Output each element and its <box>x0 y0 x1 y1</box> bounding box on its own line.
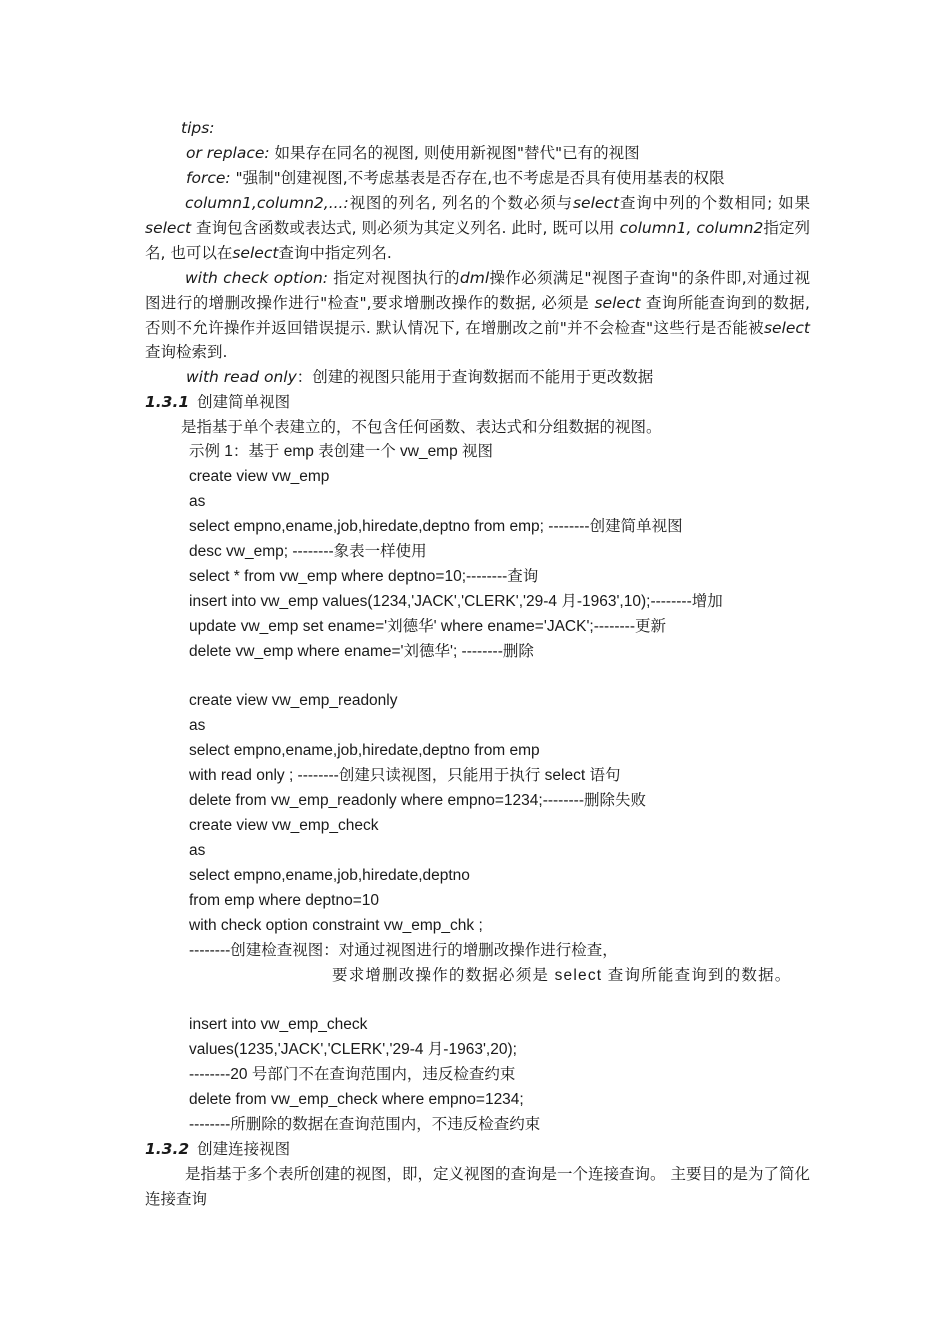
section-number: 1.3.2 <box>145 1140 190 1158</box>
code-line: with check option constraint vw_emp_chk ; <box>189 917 483 934</box>
columns-italic-2: select <box>145 218 192 237</box>
columns-italic-1: select <box>572 194 620 212</box>
with-read-text: ：创建的视图只能用于查询数据而不能用于更改数据 <box>296 368 654 386</box>
with-check-text-3: 查询所能查询到的数据, 否则不允许操作并返回错误提示. 默认情况下, 在增删改之前"并不会检查"这些行是否能被 <box>145 293 810 337</box>
columns-paragraph <box>145 191 810 265</box>
section-heading-132 <box>145 1137 290 1161</box>
code-line: create view vw_emp_check <box>189 817 379 834</box>
columns-text-4: 指定列名, 也可以在 <box>145 218 810 262</box>
code-line: from emp where deptno=10 <box>189 892 379 909</box>
with-check-term: with check option: <box>185 269 329 287</box>
with-check-italic-3: select <box>763 318 810 337</box>
columns-text-2: 查询中列的个数相同; 如果 <box>619 194 811 212</box>
with-check-text-4: 查询检索到. <box>145 343 228 362</box>
section-number: 1.3.1 <box>145 393 190 411</box>
code-line: insert into vw_emp_check <box>189 1016 368 1033</box>
force-line <box>186 166 725 190</box>
code-line: select * from vw_emp where deptno=10;--------查询 <box>189 568 539 585</box>
code-line: create view vw_emp <box>189 468 330 485</box>
code-line: insert into vw_emp values(1234,'JACK','CLERK','29-4 月-1963',10);--------增加 <box>189 593 723 610</box>
example-1-caption: 示例 1：基于 emp 表创建一个 vw_emp 视图 <box>189 443 494 460</box>
code-line: values(1235,'JACK','CLERK','29-4 月-1963',20); <box>189 1041 517 1058</box>
with-read-term: with read only <box>186 368 297 386</box>
code-line: as <box>189 842 206 859</box>
code-line: --------20 号部门不在查询范围内，违反检查约束 <box>189 1066 516 1083</box>
force-term: force: <box>186 169 231 187</box>
check-continuation: 要求增删改操作的数据必须是 select 查询所能查询到的数据。 <box>332 967 792 984</box>
code-line: delete from vw_emp_check where empno=1234; <box>189 1091 524 1108</box>
columns-term: column1,column2,...: <box>185 194 349 212</box>
code-line: delete from vw_emp_readonly where empno=1234;--------删除失败 <box>189 792 646 809</box>
code-line: select empno,ename,job,hiredate,deptno from emp; --------创建简单视图 <box>189 518 683 535</box>
with-check-paragraph <box>145 266 810 365</box>
tips-label: tips: <box>181 119 215 137</box>
columns-italic-3: column1, column2 <box>619 218 764 237</box>
columns-italic-4: select <box>232 243 279 262</box>
columns-text-3: 查询包含函数或表达式, 则必须为其定义列名. 此时, 既可以用 <box>191 218 620 237</box>
section-heading-131 <box>145 390 290 414</box>
code-line: delete vw_emp where ename='刘德华'; --------删除 <box>189 643 534 660</box>
section-title: 创建连接视图 <box>197 1140 291 1158</box>
code-line: select empno,ename,job,hiredate,deptno <box>189 867 470 884</box>
section-131-description: 是指基于单个表建立的，不包含任何函数、表达式和分组数据的视图。 <box>181 418 662 436</box>
with-check-text-1: 指定对视图执行的 <box>328 269 460 287</box>
code-line: --------所删除的数据在查询范围内，不违反检查约束 <box>189 1116 541 1133</box>
code-line: with read only ; --------创建只读视图，只能用于执行 select 语句 <box>189 767 621 784</box>
with-check-text-2: 操作必须满足"视图子查询"的条件即,对通过视图进行的增删改操作进行"检查",要求增删改操作的数据, 必须是 <box>145 269 811 312</box>
or-replace-term: or replace: <box>186 144 270 162</box>
code-line: desc vw_emp; --------象表一样使用 <box>189 543 427 560</box>
with-check-italic-1: dml <box>459 269 490 287</box>
code-line: as <box>189 493 206 510</box>
code-line: select empno,ename,job,hiredate,deptno from emp <box>189 742 540 759</box>
section-132-description: 是指基于多个表所创建的视图，即，定义视图的查询是一个连接查询。 主要目的是为了简化连接查询 <box>145 1165 810 1208</box>
section-title: 创建简单视图 <box>197 393 291 411</box>
or-replace-line <box>186 141 640 165</box>
force-text: "强制"创建视图,不考虑基表是否存在,也不考虑是否具有使用基表的权限 <box>230 169 725 187</box>
code-line: update vw_emp set ename='刘德华' where ename='JACK';--------更新 <box>189 618 666 635</box>
code-line: --------创建检查视图：对通过视图进行的增删改操作进行检查， <box>189 942 618 959</box>
columns-text-5: 查询中指定列名. <box>278 243 392 262</box>
or-replace-text: 如果存在同名的视图, 则使用新视图"替代"已有的视图 <box>269 144 640 162</box>
code-line: create view vw_emp_readonly <box>189 692 398 709</box>
columns-text-1: 视图的列名, 列名的个数必须与 <box>348 194 573 212</box>
code-line: as <box>189 717 206 734</box>
with-check-italic-2: select <box>594 293 641 312</box>
with-read-line <box>186 365 653 389</box>
